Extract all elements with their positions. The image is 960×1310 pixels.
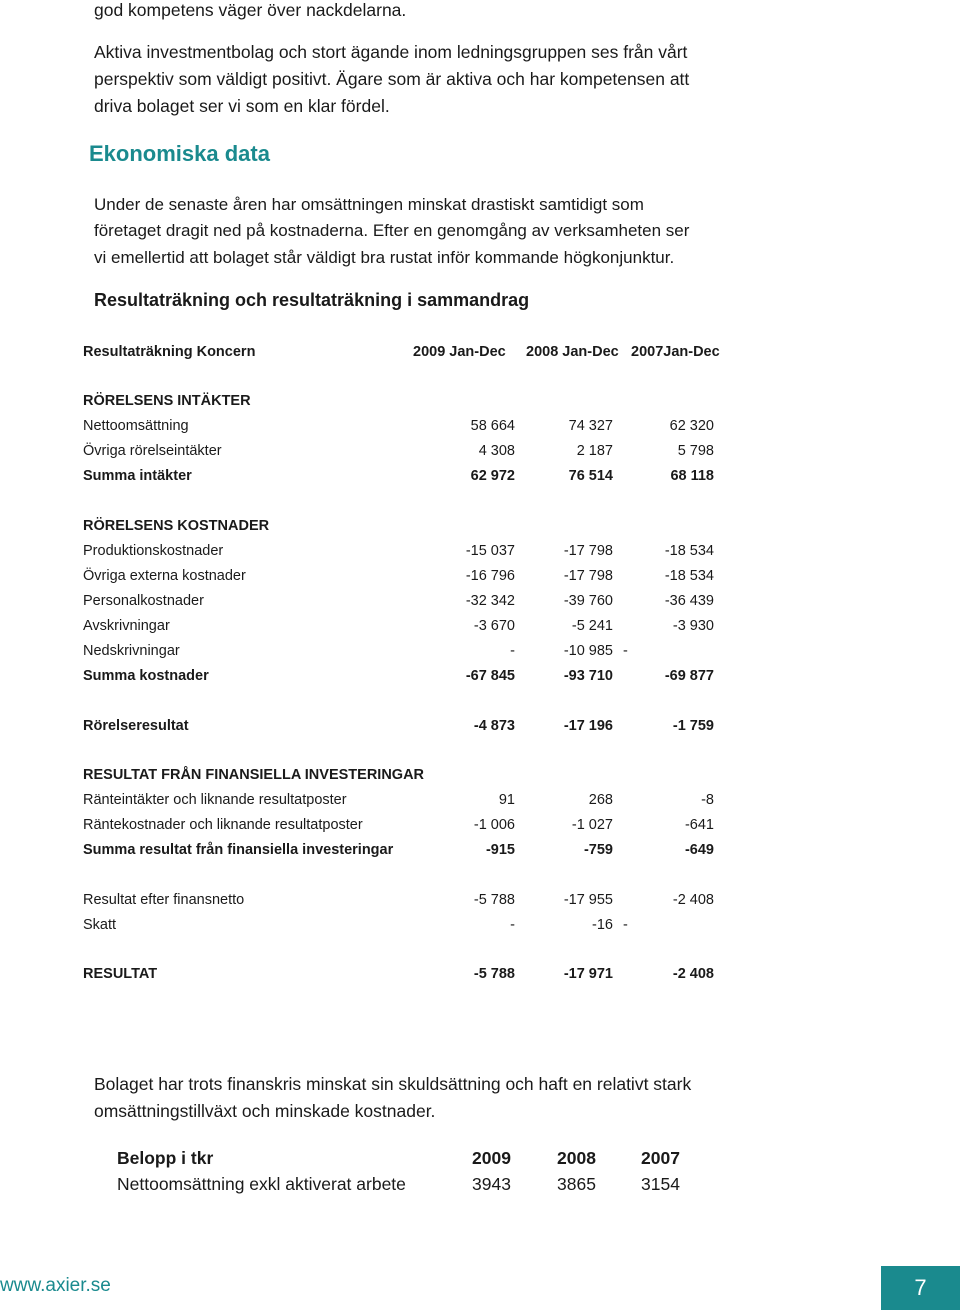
section-paragraph-line: vi emellertid att bolaget står väldigt bra rustat inför kommande högkonjunktur. (94, 248, 675, 267)
table-row (83, 888, 723, 912)
cell-2007: 5 798 (677, 443, 714, 459)
cell-2009: -16 796 (465, 568, 515, 584)
cell-2008: 74 327 (568, 418, 613, 434)
cell-2008: -17 196 (563, 718, 613, 734)
table-row (83, 439, 723, 463)
row-label: Summa resultat från finansiella investeringar (83, 842, 394, 858)
cell-2007: -8 (701, 792, 714, 808)
row-label: Summa kostnader (83, 668, 209, 684)
financial-heading: RESULTAT FRÅN FINANSIELLA INVESTERINGAR (83, 767, 425, 783)
intro-paragraph-line: Aktiva investmentbolag och stort ägande inom ledningsgruppen ses från vårt (94, 42, 688, 62)
cell-2007: 62 320 (669, 418, 714, 434)
header-col-2009: 2009 Jan-Dec (413, 344, 506, 360)
cell-2008: -39 760 (563, 593, 613, 609)
table-row (83, 714, 723, 738)
cell-2008: -1 027 (571, 817, 613, 833)
cell-2008: -5 241 (571, 618, 613, 634)
closing-paragraph-line: Bolaget har trots finanskris minskat sin skuldsättning och haft en relativt stark (94, 1074, 692, 1094)
section-heading: Ekonomiska data (89, 141, 270, 166)
cell-2009: -3 670 (473, 618, 515, 634)
row-label: Nedskrivningar (83, 643, 180, 659)
table-row (83, 564, 723, 588)
row-label: Avskrivningar (83, 618, 170, 634)
cell-2007: - (623, 643, 628, 659)
table-row (83, 589, 723, 613)
summary-cell-2007: 3154 (641, 1174, 680, 1194)
row-label: Ränteintäkter och liknande resultatposter (83, 792, 347, 808)
row-label: Skatt (83, 917, 117, 933)
summary-table-row (117, 1171, 737, 1197)
cell-2008: 76 514 (568, 468, 613, 484)
intro-paragraph-line: perspektiv som väldigt positivt. Ägare som är aktiva och har kompetensen att (94, 69, 690, 89)
section-paragraph-line: företaget dragit ned på kostnaderna. Efter en genomgång av verksamheten ser (94, 221, 690, 240)
cell-2007: 68 118 (670, 468, 714, 484)
section-row (83, 514, 723, 538)
summary-row-label: Nettoomsättning exkl aktiverat arbete (117, 1174, 406, 1194)
cell-2007: -1 759 (672, 718, 714, 734)
row-label: Resultat efter finansnetto (83, 892, 245, 908)
cell-2009: -4 873 (473, 718, 515, 734)
table-row (83, 788, 723, 812)
table-row (83, 639, 723, 663)
cell-2007: -2 408 (672, 892, 714, 908)
table-row (83, 414, 723, 438)
summary-header-2008: 2008 (557, 1148, 596, 1168)
table-row (83, 539, 723, 563)
cell-2009: - (510, 917, 515, 933)
cell-2008: 2 187 (576, 443, 613, 459)
cell-2009: -5 788 (473, 892, 515, 908)
cell-2009: -32 342 (465, 593, 515, 609)
intro-paragraph-line: driva bolaget ser vi som en klar fördel. (94, 96, 390, 116)
cell-2007: - (623, 917, 628, 933)
page-number: 7 (881, 1266, 960, 1310)
row-label: Räntekostnader och liknande resultatposter (83, 817, 363, 833)
revenue-heading: RÖRELSENS INTÄKTER (83, 393, 251, 409)
table-row (83, 838, 723, 862)
cell-2008: -17 955 (563, 892, 613, 908)
table-row (83, 464, 723, 488)
table-row (83, 614, 723, 638)
cell-2009: 91 (498, 792, 515, 808)
cell-2009: -15 037 (465, 543, 515, 559)
cell-2008: -17 798 (563, 568, 613, 584)
summary-cell-2008: 3865 (557, 1174, 596, 1194)
cell-2009: - (510, 643, 515, 659)
costs-heading: RÖRELSENS KOSTNADER (83, 518, 270, 534)
table-row (83, 962, 723, 986)
cell-2007: -36 439 (664, 593, 714, 609)
row-label: Personalkostnader (83, 593, 204, 609)
footer-url-link[interactable]: www.axier.se (0, 1275, 111, 1296)
cell-2008: -17 798 (563, 543, 613, 559)
cell-2009: 4 308 (478, 443, 515, 459)
summary-cell-2009: 3943 (472, 1174, 511, 1194)
cell-2009: -915 (485, 842, 515, 858)
cell-2009: 58 664 (470, 418, 515, 434)
row-label: Summa intäkter (83, 468, 192, 484)
cell-2008: -16 (592, 917, 613, 933)
intro-line: god kompetens väger över nackdelarna. (94, 0, 407, 20)
section-row (83, 763, 723, 787)
income-statement-title: Resultaträkning och resultaträkning i sammandrag (94, 290, 530, 310)
cell-2009: -5 788 (473, 966, 515, 982)
closing-paragraph-line: omsättningstillväxt och minskade kostnader. (94, 1101, 436, 1121)
row-label: Övriga externa kostnader (83, 568, 246, 584)
table-row (83, 913, 723, 937)
row-label: Produktionskostnader (83, 543, 224, 559)
row-label: Övriga rörelseintäkter (83, 443, 222, 459)
cell-2008: 268 (588, 792, 613, 808)
cell-2009: -67 845 (465, 668, 515, 684)
cell-2007: -641 (684, 817, 714, 833)
cell-2007: -3 930 (672, 618, 714, 634)
cell-2007: -18 534 (664, 568, 714, 584)
summary-header-2007: 2007 (641, 1148, 680, 1168)
row-label: Rörelseresultat (83, 718, 189, 734)
summary-table-header (117, 1145, 737, 1171)
section-paragraph-line: Under de senaste åren har omsättningen minskat drastiskt samtidigt som (94, 195, 644, 214)
table-row (83, 664, 723, 688)
cell-2008: -17 971 (563, 966, 613, 982)
cell-2009: 62 972 (470, 468, 515, 484)
row-label: RESULTAT (83, 966, 158, 982)
cell-2009: -1 006 (473, 817, 515, 833)
table-row (83, 813, 723, 837)
cell-2007: -649 (684, 842, 714, 858)
header-label: Resultaträkning Koncern (83, 344, 256, 360)
summary-header-2009: 2009 (472, 1148, 511, 1168)
section-row (83, 389, 723, 413)
cell-2008: -759 (583, 842, 613, 858)
cell-2007: -18 534 (664, 543, 714, 559)
header-col-2007: 2007Jan-Dec (631, 344, 720, 360)
cell-2008: -93 710 (563, 668, 613, 684)
cell-2007: -2 408 (672, 966, 714, 982)
table-header-row (83, 340, 723, 364)
cell-2007: -69 877 (664, 668, 714, 684)
header-col-2008: 2008 Jan-Dec (526, 344, 619, 360)
row-label: Nettoomsättning (83, 418, 189, 434)
summary-header-label: Belopp i tkr (117, 1148, 214, 1168)
cell-2008: -10 985 (563, 643, 613, 659)
